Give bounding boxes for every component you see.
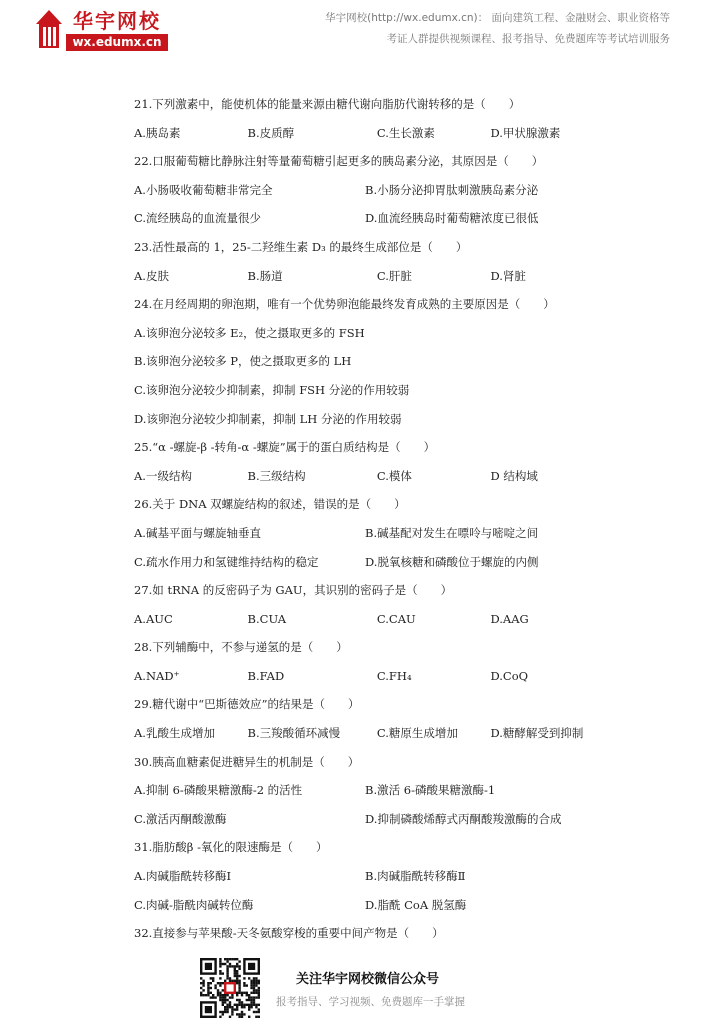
- answer-option: A.抑制 6-磷酸果糖激酶-2 的活性: [134, 783, 303, 798]
- question-stem: 28.下列辅酶中，不参与递氢的是（ ）: [134, 640, 348, 655]
- option-row: [134, 805, 604, 834]
- answer-option: B.肉碱脂酰转移酶Ⅱ: [365, 869, 466, 884]
- answer-option: B.三羧酸循环减慢: [247, 726, 341, 741]
- logo-title: 华宇网校: [73, 9, 161, 33]
- answer-option: D 结构域: [490, 468, 538, 483]
- footer-subtitle: 报考指导、学习视频、免费题库一手掌握: [276, 996, 465, 1008]
- answer-option: A.NAD⁺: [134, 668, 180, 683]
- option-row: [134, 519, 604, 548]
- question-stem: 32.直接参与苹果酸-天冬氨酸穿梭的重要中间产物是（ ）: [134, 926, 444, 941]
- option-row: [134, 891, 604, 920]
- question-stem: 29.糖代谢中“巴斯德效应”的结果是（ ）: [134, 697, 360, 712]
- answer-option: B.皮质醇: [247, 125, 295, 140]
- answer-option: C.生长激素: [376, 125, 435, 140]
- answer-option: C.FH₄: [376, 668, 412, 683]
- header-line-1: 华宇网校(http://wx.edumx.cn)： 面向建筑工程、金融财会、职业资格等: [325, 12, 670, 24]
- option-row: [134, 862, 604, 891]
- answer-option: D.脱氧核糖和磷酸位于螺旋的内侧: [365, 554, 539, 569]
- answer-option: C.疏水作用力和氢键维持结构的稳定: [134, 554, 319, 569]
- answer-option: D.AAG: [490, 611, 529, 626]
- answer-option: B.FAD: [247, 668, 285, 683]
- site-logo[interactable]: [36, 8, 168, 52]
- answer-option: D.血流经胰岛时葡萄糖浓度已很低: [365, 211, 539, 226]
- answer-option: A.乳酸生成增加: [134, 726, 215, 741]
- question-list: [134, 90, 604, 948]
- option-row: [134, 119, 604, 148]
- header-tagline: [325, 8, 670, 50]
- answer-option: A.一级结构: [134, 468, 192, 483]
- question-stem: 25.“α -螺旋-β -转角-α -螺旋”属于的蛋白质结构是（ ）: [134, 440, 436, 455]
- option-row: [134, 204, 604, 233]
- answer-option: C.CAU: [376, 611, 416, 626]
- question-stem: 27.如 tRNA 的反密码子为 GAU，其识别的密码子是（ ）: [134, 583, 453, 598]
- answer-option: B.小肠分泌抑胃肽刺激胰岛素分泌: [365, 182, 539, 197]
- answer-option: D.肾脏: [490, 268, 526, 283]
- option-row: [134, 462, 604, 491]
- answer-option: C.模体: [376, 468, 412, 483]
- answer-option: C.糖原生成增加: [376, 726, 458, 741]
- answer-option: C.该卵泡分泌较少抑制素，抑制 FSH 分泌的作用较弱: [134, 382, 410, 397]
- pencil-logo-icon: [36, 10, 62, 48]
- option-row: [134, 776, 604, 805]
- answer-option: B.CUA: [247, 611, 287, 626]
- option-row: [134, 662, 604, 691]
- answer-option: B.三级结构: [247, 468, 306, 483]
- answer-option: A.肉碱脂酰转移酶Ⅰ: [134, 869, 232, 884]
- footer-title: 关注华宇网校微信公众号: [296, 972, 440, 987]
- option-row: [134, 262, 604, 291]
- qr-code-icon: [200, 958, 260, 1018]
- answer-option: D.抑制磷酸烯醇式丙酮酸羧激酶的合成: [365, 811, 562, 826]
- header-line-2: 考证人群提供视频课程、报考指导、免费题库等考试培训服务: [386, 33, 670, 45]
- question-stem: 21.下列激素中，能使机体的能量来源由糖代谢向脂肪代谢转移的是（ ）: [134, 97, 521, 111]
- answer-option: B.碱基配对发生在嘌呤与嘧啶之间: [365, 525, 539, 540]
- answer-option: A.该卵泡分泌较多 E₂，使之摄取更多的 FSH: [134, 325, 365, 340]
- answer-option: C.肝脏: [376, 268, 412, 283]
- answer-option: D.该卵泡分泌较少抑制素，抑制 LH 分泌的作用较弱: [134, 411, 402, 426]
- answer-option: D.甲状腺激素: [490, 125, 561, 140]
- answer-option: D.CoQ: [490, 668, 529, 683]
- question-stem: 31.脂肪酸β -氧化的限速酶是（ ）: [134, 840, 328, 855]
- question-stem: 24.在月经周期的卵泡期，唯有一个优势卵泡能最终发育成熟的主要原因是（ ）: [134, 297, 555, 312]
- answer-option: D.脂酰 CoA 脱氢酶: [365, 897, 467, 912]
- answer-option: C.激活丙酮酸激酶: [134, 811, 227, 826]
- option-row: [134, 548, 604, 577]
- answer-option: A.胰岛素: [134, 125, 181, 140]
- answer-option: A.AUC: [134, 611, 173, 626]
- answer-option: C.流经胰岛的血流量很少: [134, 211, 262, 226]
- question-stem: 23.活性最高的 1，25-二羟维生素 D₃ 的最终生成部位是（ ）: [134, 239, 468, 254]
- option-row: [134, 176, 604, 205]
- answer-option: B.该卵泡分泌较多 P，使之摄取更多的 LH: [134, 354, 352, 369]
- option-row: [134, 605, 604, 634]
- answer-option: A.皮肤: [134, 268, 169, 283]
- answer-option: A.碱基平面与螺旋轴垂直: [134, 525, 261, 540]
- answer-option: D.糖酵解受到抑制: [490, 726, 584, 741]
- answer-option: A.小肠吸收葡萄糖非常完全: [134, 182, 273, 197]
- option-row: [134, 719, 604, 748]
- answer-option: B.激活 6-磷酸果糖激酶-1: [365, 783, 496, 798]
- question-stem: 22.口服葡萄糖比静脉注射等量葡萄糖引起更多的胰岛素分泌，其原因是（ ）: [134, 154, 544, 169]
- question-stem: 30.胰高血糖素促进糖异生的机制是（ ）: [134, 754, 360, 769]
- answer-option: C.肉碱-脂酰肉碱转位酶: [134, 897, 254, 912]
- answer-option: B.肠道: [247, 268, 283, 283]
- logo-url[interactable]: wx.edumx.cn: [66, 34, 168, 51]
- question-stem: 26.关于 DNA 双螺旋结构的叙述，错误的是（ ）: [134, 497, 406, 512]
